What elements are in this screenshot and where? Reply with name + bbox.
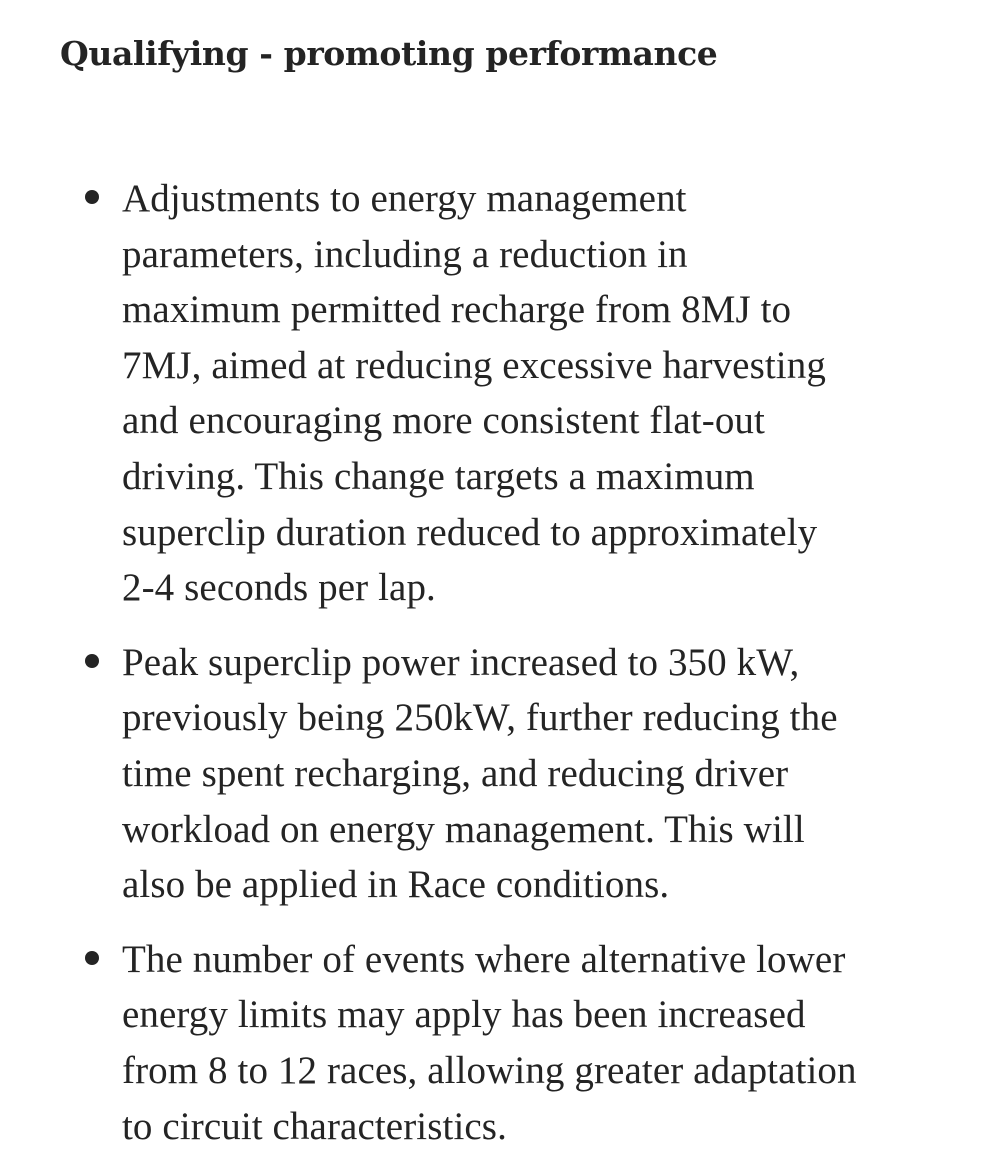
text-line: workload on energy management. This will xyxy=(122,807,805,851)
text-line: and encouraging more consistent flat-out xyxy=(122,399,765,443)
text-line: from 8 to 12 races, allowing greater adaptation xyxy=(122,1048,857,1092)
text-line: Adjustments to energy management xyxy=(122,177,687,220)
text-line: The number of events where alternative lower xyxy=(122,937,846,981)
section-heading: Qualifying - promoting performance xyxy=(60,34,718,73)
bullet-dot-icon xyxy=(85,190,99,204)
bullet-item-energy-management xyxy=(60,171,960,616)
bullet-text xyxy=(122,932,960,1154)
article-section xyxy=(60,28,960,1173)
bullet-list xyxy=(60,171,960,1154)
text-line: 7MJ, aimed at reducing excessive harvesting xyxy=(122,343,826,387)
text-line: parameters, including a reduction in xyxy=(122,232,688,276)
text-line: also be applied in Race conditions. xyxy=(122,863,670,907)
text-line: superclip duration reduced to approximately xyxy=(122,510,818,554)
text-line: to circuit characteristics. xyxy=(122,1104,507,1148)
bullet-dot-icon xyxy=(85,951,99,965)
text-line: energy limits may apply has been increased xyxy=(122,993,806,1037)
bullet-dot-icon xyxy=(85,654,99,668)
bullet-text xyxy=(122,635,960,913)
text-line: previously being 250kW, further reducing the xyxy=(122,696,838,740)
text-line: driving. This change targets a maximum xyxy=(122,454,755,498)
text-line: 2-4 seconds per lap. xyxy=(122,566,436,610)
bullet-item-energy-limits xyxy=(60,932,960,1154)
text-line: time spent recharging, and reducing driver xyxy=(122,751,789,795)
text-line: Peak superclip power increased to 350 kW, xyxy=(122,640,800,684)
text-line: maximum permitted recharge from 8MJ to xyxy=(122,288,792,332)
bullet-item-superclip-power xyxy=(60,635,960,913)
bullet-text xyxy=(122,171,960,616)
